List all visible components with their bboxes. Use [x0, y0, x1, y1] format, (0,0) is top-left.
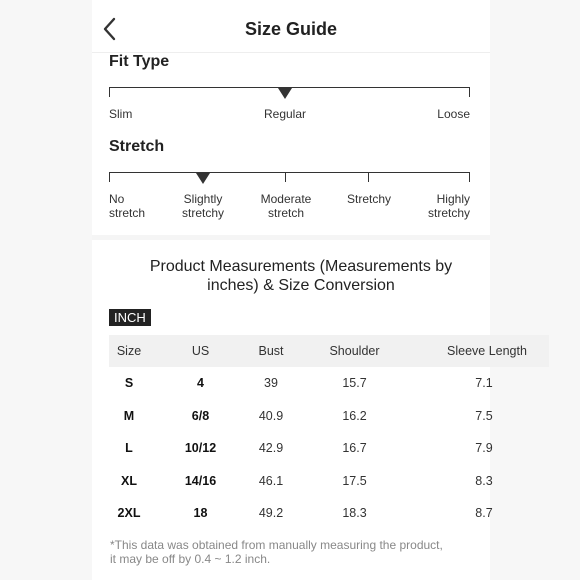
fit-type-marker-icon	[278, 88, 292, 99]
stretch-label-highly: Highly stretchy	[427, 192, 470, 220]
stretch-label-stretchy: Stretchy	[346, 192, 391, 206]
cell-us: 6/8	[191, 408, 210, 423]
page-title: Size Guide	[244, 19, 338, 39]
cell-us: 18	[193, 506, 208, 521]
scale-tick	[109, 87, 110, 97]
cell-bust: 46.1	[258, 473, 284, 488]
measurements-title: Product Measurements (Measurements by inches) & Size Conversion	[149, 258, 453, 294]
stretch-title: Stretch	[109, 138, 165, 155]
cell-bust: 42.9	[258, 441, 284, 456]
cell-size: 2XL	[117, 506, 141, 521]
table-header-row	[109, 335, 549, 367]
stretch-label-moderate: Moderate stretch	[260, 192, 312, 220]
table-row	[109, 465, 549, 498]
cell-shoulder: 16.2	[342, 408, 367, 423]
col-header-us: US	[191, 344, 210, 358]
cell-size: S	[124, 376, 134, 391]
cell-us: 14/16	[184, 473, 217, 488]
col-header-size: Size	[116, 344, 142, 358]
cell-bust: 40.9	[258, 408, 284, 423]
cell-size: M	[123, 408, 135, 423]
measurement-note: *This data was obtained from manually measuring the product, it may be off by 0.4 ~ 1.2 inch.	[110, 538, 443, 566]
header-bar	[92, 0, 490, 53]
table-row	[109, 400, 549, 433]
scale-tick	[469, 87, 470, 97]
measurements-section	[92, 240, 527, 580]
scale-tick	[109, 172, 110, 182]
cell-sleeve-length: 8.7	[475, 506, 493, 521]
cell-shoulder: 18.3	[342, 506, 367, 521]
fit-type-label-regular: Regular	[263, 107, 307, 121]
cell-shoulder: 15.7	[342, 376, 367, 391]
cell-sleeve-length: 7.9	[475, 441, 493, 456]
left-margin	[0, 0, 92, 580]
cell-sleeve-length: 7.1	[475, 376, 493, 391]
scale-tick	[285, 172, 286, 182]
scale-tick	[469, 172, 470, 182]
cell-shoulder: 16.7	[342, 441, 367, 456]
stretch-scale	[109, 167, 470, 179]
cell-sleeve-length: 8.3	[475, 473, 493, 488]
cell-bust: 49.2	[258, 506, 284, 521]
cell-us: 4	[197, 376, 204, 391]
fit-type-title: Fit Type	[109, 53, 170, 70]
cell-shoulder: 17.5	[342, 473, 367, 488]
fit-section	[92, 53, 490, 235]
col-header-bust: Bust	[258, 344, 284, 358]
scale-line	[109, 172, 470, 173]
col-header-sleeve-length: Sleeve Length	[447, 344, 527, 358]
stretch-label-no: No stretch	[109, 192, 146, 220]
cell-size: L	[125, 441, 133, 456]
stretch-label-slightly: Slightly stretchy	[181, 192, 224, 220]
fit-type-label-slim: Slim	[109, 107, 133, 121]
table-row	[109, 432, 549, 465]
col-header-shoulder: Shoulder	[329, 344, 380, 358]
size-table	[109, 335, 549, 530]
cell-bust: 39	[264, 376, 278, 391]
table-row	[109, 367, 549, 400]
table-row	[109, 497, 549, 530]
cell-size: XL	[121, 473, 137, 488]
unit-badge[interactable]: INCH	[109, 309, 151, 326]
stretch-marker-icon	[196, 173, 210, 184]
cell-sleeve-length: 7.5	[475, 408, 493, 423]
scale-tick	[368, 172, 369, 182]
cell-us: 10/12	[184, 441, 217, 456]
fit-type-label-loose: Loose	[437, 107, 470, 121]
